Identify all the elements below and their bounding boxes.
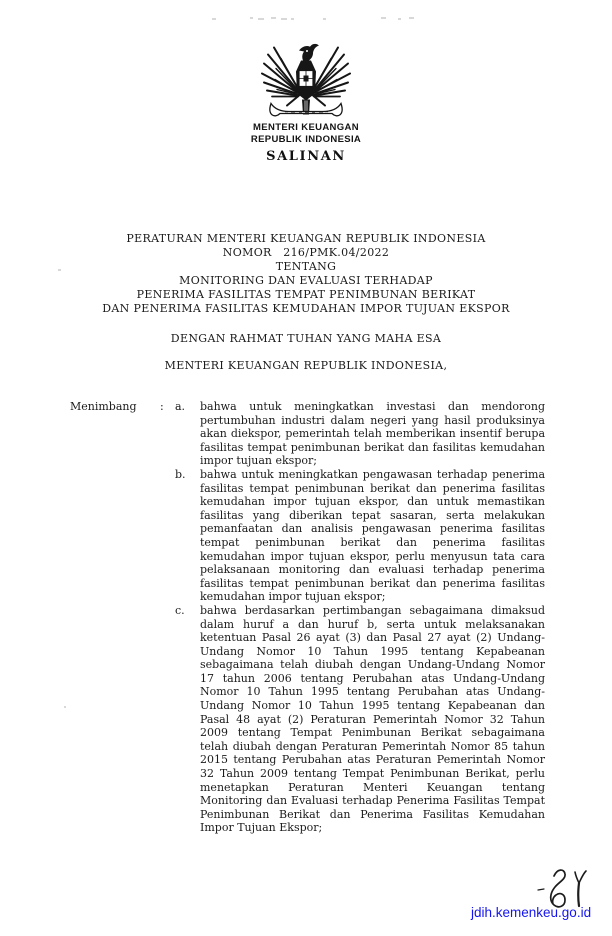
subject-line-2: PENERIMA FASILITAS TEMPAT PENIMBUNAN BERIKAT bbox=[136, 288, 476, 301]
invocation-line: DENGAN RAHMAT TUHAN YANG MAHA ESA bbox=[170, 332, 442, 345]
ministry-country: REPUBLIK INDONESIA bbox=[250, 134, 362, 145]
copy-stamp-label: SALINAN bbox=[266, 149, 346, 164]
regulation-title-line: PERATURAN MENTERI KEUANGAN REPUBLIK INDONESIA bbox=[126, 232, 486, 245]
item-text: bahwa untuk meningkatkan pengawasan terhadap penerima fasilitas tempat penimbunan berikat dan penerima fasilitas kemudahan impor tujuan ekspor, dan untuk memastikan fasilitas yang diberikan tepat sasaran, serta melakukan pemanfaatan dan analisis pengawasan penerima fasilitas tempat penimbunan berikat dan penerima fasilitas kemudahan impor tujuan ekspor, perlu menyusun tata cara pelaksanaan monitoring dan evaluasi terhadap penerima fasilitas tempat penimbunan berikat dan penerima fasilitas kemudahan impor tujuan ekspor; bbox=[200, 467, 545, 604]
considerations-list bbox=[175, 400, 545, 835]
regulation-number-line: NOMOR 216/PMK.04/2022 bbox=[222, 246, 390, 259]
tentang-label: TENTANG bbox=[275, 260, 337, 273]
menimbang-colon: : bbox=[160, 400, 164, 413]
ministry-name: MENTERI KEUANGAN bbox=[253, 122, 359, 133]
subject-line-3: DAN PENERIMA FASILITAS KEMUDAHAN IMPOR TUJUAN EKSPOR bbox=[102, 302, 510, 315]
item-text: bahwa untuk meningkatkan investasi dan mendorong pertumbuhan industri dalam negeri yang hasil produksinya akan diekspor, pemerintah telah memberikan insentif berupa fasilitas tempat penimbunan berikat dan fasilitas kemudahan impor tujuan ekspor; bbox=[200, 400, 545, 468]
considerations-section bbox=[70, 400, 545, 835]
subject-line-1: MONITORING DAN EVALUASI TERHADAP bbox=[179, 274, 433, 287]
item-marker: b. bbox=[175, 467, 186, 481]
menimbang-label: Menimbang bbox=[70, 400, 137, 413]
jdih-watermark: jdih.kemenkeu.go.id bbox=[471, 905, 592, 920]
consideration-item-c bbox=[175, 604, 545, 835]
garuda-icon bbox=[261, 43, 351, 122]
item-marker: a. bbox=[175, 400, 186, 413]
item-marker: c. bbox=[175, 603, 185, 617]
issuing-authority-line: MENTERI KEUANGAN REPUBLIK INDONESIA, bbox=[164, 359, 448, 372]
garuda-pancasila-emblem bbox=[261, 43, 351, 122]
consideration-item-b bbox=[175, 468, 545, 604]
consideration-item-a bbox=[175, 400, 545, 468]
regulation-title-block bbox=[0, 232, 612, 316]
item-text: bahwa berdasarkan pertimbangan sebagaimana dimaksud dalam huruf a dan huruf b, serta untuk melaksanakan ketentuan Pasal 26 ayat (3) dan Pasal 27 ayat (2) Undang-Undang Nomor 10 Tahun 1995 tentang Kepabeanan sebagaimana telah diubah dengan Undang-Undang Nomor 17 tahun 2006 tentang Perubahan atas Undang-Undang Nomor 10 Tahun 1995 tentang Perubahan atas Undang-Undang Nomor 10 Tahun 1995 tentang Kepabeanan dan Pasal 48 ayat (2) Peraturan Pemerintah Nomor 32 Tahun 2009 tentang Tempat Penimbunan Berikat sebagaimana telah diubah dengan Peraturan Pemerintah Nomor 85 tahun 2015 tentang Perubahan atas Peraturan Pemerintah Nomor 32 Tahun 2009 tentang Tempat Penimbunan Berikat, perlu menetapkan Peraturan Menteri Keuangan tentang Monitoring dan Evaluasi terhadap Penerima Fasilitas Tempat Penimbunan Berikat dan Penerima Fasilitas Kemudahan Impor Tujuan Ekspor; bbox=[200, 603, 545, 835]
